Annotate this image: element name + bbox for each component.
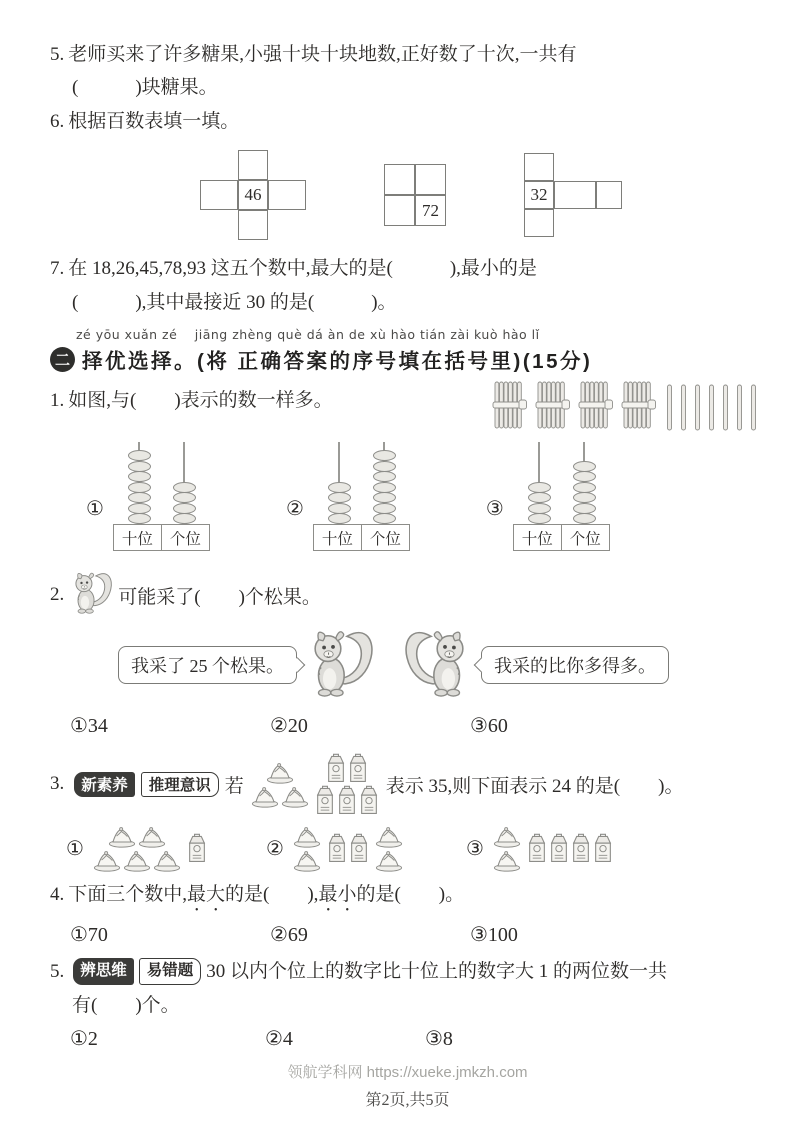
cake-icon [374,848,404,872]
icon-row [292,824,322,848]
question-number: 4. [50,884,65,906]
abacus-bead [173,503,196,514]
icon-group [186,832,208,864]
stick-bundle-icon [578,380,618,434]
option: ①34 [70,715,108,738]
abacus-bead [528,482,551,493]
tens-label: 十位 [513,524,562,551]
abacus-rods [128,442,196,524]
section-pinyin: zé yōu xuǎn zé jiāng zhèng què dá àn de xù hào tián zài kuò hào lǐ [76,327,540,343]
ones-label: 个位 [561,524,610,551]
grid-figure-cross [200,150,306,240]
page-footer [50,1061,765,1110]
grid-figure-tee [524,153,622,237]
question-text: 在 18,26,45,78,93 这五个数中,最大的是( ),最小的是 [68,258,537,280]
icon-row [92,848,182,872]
question-text: 的是( )。 [356,884,465,906]
question-number: 5. [50,44,65,65]
question-5b-line1 [50,957,765,986]
abacus-bead [128,513,151,524]
question-text: 如图,与( )表示的数一样多。 [68,390,333,412]
icon-group [492,824,522,872]
ones-label: 个位 [161,524,210,551]
abacus-figure [514,442,610,551]
cake-icon [107,824,137,848]
grid-cell-value: 72 [415,195,446,226]
grid-cell [596,181,622,209]
milk-icon [570,832,592,864]
badge-error-prone: 易错题 [139,958,202,985]
abacus-figure [314,442,410,551]
option-label: ① [66,837,84,860]
icon-row [107,824,167,848]
icon-group [92,824,182,872]
question-text: 下面三个数中, [68,884,188,906]
section-header [50,344,765,374]
abacus-option [486,442,610,551]
grid-cell [238,210,268,240]
grid-cell [268,180,306,210]
abacus-bead [373,450,396,461]
grid-cell [384,164,415,195]
icon-group [250,760,310,808]
option: ②20 [270,715,308,738]
squirrel-icon [402,625,469,705]
option-label: ① [86,498,104,521]
icon-row [292,848,322,872]
abacus-bead [573,492,596,503]
cake-icon [292,848,322,872]
icon-row [492,824,522,848]
grid-cell [524,209,554,237]
option-figure [266,824,466,872]
abacus-bead [573,513,596,524]
option: ③60 [470,715,508,738]
icon-row [326,832,370,864]
place-value-labels [314,524,410,551]
milk-icon [526,832,548,864]
option: ①70 [70,924,108,947]
icon-row [325,752,369,784]
tens-label: 十位 [313,524,362,551]
question-number: 7. [50,258,65,280]
abacus-rods [328,442,396,524]
cake-icon [492,824,522,848]
watermark-site-link: 领航学科网 https://xueke.jmkzh.com [287,1064,528,1082]
abacus-rod [328,442,351,524]
question-3-options [50,824,765,872]
question-5b-options [50,1026,765,1051]
badge-new-literacy: 新素养 [74,772,135,797]
abacus-bead [373,461,396,472]
grid-figure-square [384,164,446,226]
place-value-labels [514,524,610,551]
stick-icon [692,382,703,434]
question-text: 30 以内个位上的数字比十位上的数字大 1 的两位数一共 [206,961,668,983]
option: ③100 [470,924,518,947]
option: ②69 [270,924,308,947]
cake-milk-example-figure [250,752,380,816]
speech-bubble-right: 我采的比你多得多。 [481,646,669,684]
abacus-bead [173,492,196,503]
milk-icon [314,784,336,816]
abacus-bead [573,461,596,472]
cake-milk-figure [492,824,614,872]
abacus-bead [328,482,351,493]
icon-row [186,832,208,864]
icon-group [292,824,322,872]
question-5-line1 [50,40,765,69]
milk-icon [186,832,208,864]
abacus-bead [573,471,596,482]
dialog-row [50,625,765,705]
option-label: ② [285,498,304,521]
abacus-rod [373,442,396,524]
place-value-labels [114,524,210,551]
section-title: 择优选择。(将 正确答案的序号填在括号里)(15分) [82,350,593,374]
question-7-line1 [50,254,765,283]
question-7-line2: ( ),其中最接近 30 的是( )。 [72,291,397,313]
question-number: 5. [50,961,65,983]
stick-icon [748,382,759,434]
question-text: 可能采了( )个松果。 [118,586,321,608]
badge-reasoning: 推理意识 [141,772,219,797]
abacus-bead [373,482,396,493]
option: ②4 [265,1028,293,1051]
squirrel-icon [309,625,376,705]
question-number: 1. [50,390,65,412]
option-label: ③ [466,837,484,860]
option-label: ③ [485,498,504,521]
question-text: 表示 35,则下面表示 24 的是( )。 [385,775,684,797]
option: ①2 [70,1028,98,1051]
abacus-bead [573,482,596,493]
icon-row [374,824,404,848]
tens-label: 十位 [113,524,162,551]
abacus-bead [128,492,151,503]
milk-icon [348,832,370,864]
milk-icon [592,832,614,864]
option-label: ② [266,837,284,860]
cake-milk-figure [92,824,208,872]
abacus-bead [373,471,396,482]
abacus-bead [128,503,151,514]
cake-icon [152,848,182,872]
hundred-chart-figures [50,150,765,240]
abacus-option [86,442,210,551]
grid-cell [238,150,268,180]
cake-icon [265,760,295,784]
abacus-bead [328,492,351,503]
question-number: 3. [50,773,65,795]
icon-row [314,784,380,816]
abacus-bead [573,503,596,514]
question-2-options [50,713,765,738]
icon-group [326,832,370,864]
cake-icon [122,848,152,872]
abacus-bead [528,492,551,503]
abacus-option [286,442,410,551]
milk-icon [358,784,380,816]
grid-cell-value: 32 [524,181,554,209]
abacus-bead [128,471,151,482]
icon-row [374,848,404,872]
stick-icon [706,382,717,434]
milk-icon [347,752,369,784]
abacus-figure [114,442,210,551]
question-number: 6. [50,110,65,132]
icon-row [526,832,614,864]
question-1-text [50,386,333,415]
counting-sticks-figure [492,380,759,434]
abacus-rod [173,442,196,524]
stick-bundle-icon [621,380,661,434]
squirrel-icon [72,569,114,621]
cake-icon [280,784,310,808]
abacus-bead [173,513,196,524]
question-4-text [50,880,765,916]
abacus-bead [128,482,151,493]
grid-cell [200,180,238,210]
milk-icon [336,784,358,816]
abacus-rod [528,442,551,524]
question-2-line [50,569,765,621]
question-1-row [50,386,765,434]
question-text: 老师买来了许多糖果,小强十块十块地数,正好数了十次,一共有 [68,44,577,65]
abacus-rods [528,442,596,524]
cake-icon [374,824,404,848]
icon-group [526,832,614,864]
stick-bundle-icon [492,380,532,434]
option-figure [66,824,266,872]
question-5b-line2: 有( )个。 [72,994,180,1016]
question-3-line [50,752,765,816]
grid-cell [524,153,554,181]
ones-label: 个位 [361,524,410,551]
emphasized-text: 最小 [318,884,357,906]
abacus-bead [173,482,196,493]
icon-group [314,752,380,816]
question-5-line2: ( )块糖果。 [72,77,218,99]
option-figure [466,824,614,872]
milk-icon [325,752,347,784]
abacus-bead [128,461,151,472]
abacus-rod [128,442,151,524]
page-indicator: 第2页,共5页 [365,1092,450,1110]
abacus-bead [328,513,351,524]
abacus-bead [528,513,551,524]
icon-row [265,760,295,784]
cake-icon [137,824,167,848]
abacus-bead [528,503,551,514]
abacus-bead [373,503,396,514]
abacus-bead [373,492,396,503]
question-number: 2. [50,584,65,606]
icon-row [492,848,522,872]
cake-icon [292,824,322,848]
grid-cell [554,181,596,209]
question-text: 若 [224,775,244,797]
abacus-bead [128,450,151,461]
stick-icon [664,382,675,434]
milk-icon [326,832,348,864]
abacus-bead [373,513,396,524]
cake-icon [250,784,280,808]
stick-bundle-icon [535,380,575,434]
option: ③8 [425,1028,453,1051]
milk-icon [548,832,570,864]
speech-bubble-left: 我采了 25 个松果。 [118,646,297,684]
grid-cell-value: 46 [238,180,268,210]
abacus-options-row [50,442,765,551]
emphasized-text: 最大 [187,884,226,906]
stick-icon [734,382,745,434]
grid-cell [415,164,446,195]
badge-thinking: 辨思维 [73,958,134,985]
question-text: 的是( ), [225,884,319,906]
grid-cell [384,195,415,226]
stick-icon [678,382,689,434]
abacus-bead [328,503,351,514]
section-marker-icon: 二 [50,347,75,372]
icon-row [250,784,310,808]
cake-icon [92,848,122,872]
abacus-rod [573,442,596,524]
question-text: 根据百数表填一填。 [68,110,240,132]
question-4-options [50,922,765,947]
cake-icon [492,848,522,872]
question-6-text [50,107,765,136]
stick-icon [720,382,731,434]
cake-milk-figure [292,824,404,872]
icon-group [374,824,404,872]
